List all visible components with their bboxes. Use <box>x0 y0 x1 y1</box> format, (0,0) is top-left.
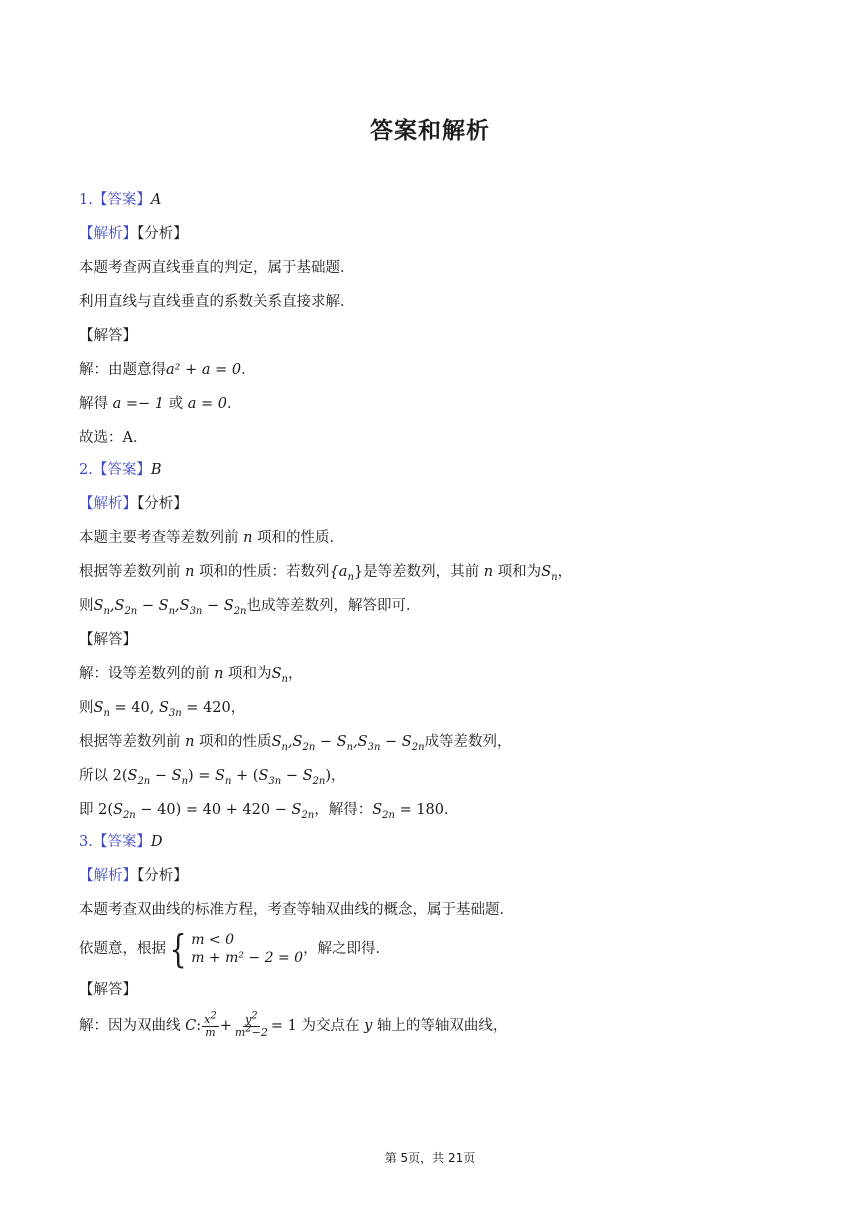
q2-sol5: 即 $2(S_{2n} - 40) = 40 + 420 - S_{2n}$，解得：$S_{2n} = 180$． <box>79 802 459 821</box>
q1-sol1-math: a² + a = 0 <box>166 362 242 378</box>
q1-sol2-post: ． <box>226 396 242 412</box>
q2-text1-post: 项和的性质． <box>252 530 345 546</box>
q2-text1-n: n <box>243 530 253 546</box>
q1-analysis-head: 【解析】 <box>79 226 137 242</box>
q2-sol4-pre: 所以 <box>79 768 113 784</box>
q1-sol2-pre: 解得 <box>79 396 113 412</box>
q1-sol1-pre: 解：由题意得 <box>79 362 166 378</box>
q1-text1: 本题考查两直线垂直的判定，属于基础题． <box>79 260 355 276</box>
q3-sol1-pre: 解：因为双曲线 <box>79 1018 186 1034</box>
q2-sol2-eq2: = 420 <box>181 700 231 716</box>
system-row-2: m + m² − 2 = 0 <box>191 950 304 966</box>
q1-sol1 <box>79 360 256 380</box>
q1-sol2-math1: a =− 1 <box>112 396 164 412</box>
q2-text3: 则$S_n,S_{2n} - S_n,S_{3n} - S_{2n}$也成等差数列，解答即可． <box>79 598 421 617</box>
q1-sol2-mid: 或 <box>164 396 188 412</box>
q1-answer-line <box>79 190 161 210</box>
q2-text1-pre: 本题主要考查等差数列前 <box>79 530 244 546</box>
q2-sol5-mid: ，解得： <box>314 802 373 818</box>
q2-sol1-post: ， <box>287 666 303 682</box>
q3-sol1-mid: 为交点在 <box>296 1018 365 1034</box>
system-row-1: m < 0 <box>191 932 235 948</box>
q2-text2-seq: {a <box>329 564 348 580</box>
q2-sol5-post: = 180． <box>394 802 459 818</box>
q3-analysis-line <box>79 866 188 886</box>
q2-sol2-pre: 则 <box>79 700 94 716</box>
q3-text1: 本题考查双曲线的标准方程，考查等轴双曲线的概念，属于基础题． <box>79 902 514 918</box>
q2-sol2-post: ， <box>230 700 246 716</box>
q2-sol1: 解：设等差数列的前 n 项和为$S_n$， <box>79 666 303 685</box>
q2-sol2: 则$S_n = 40$, $S_{3n} = 420$， <box>79 700 246 719</box>
q1-analysis-line <box>79 224 188 244</box>
q1-sol2-math2: a = 0 <box>187 396 227 412</box>
q3-text2-pre: 依题意，根据 <box>79 941 166 957</box>
q2-text1 <box>79 528 344 548</box>
q1-answer-value: A <box>150 192 162 208</box>
q3-analysis-head: 【解析】 <box>79 868 137 884</box>
q2-text2-post: ， <box>557 564 573 580</box>
q1-sol1-post: ． <box>241 362 256 378</box>
q3-answer-value: D <box>150 834 163 850</box>
q1-solve-head: 【解答】 <box>79 328 137 344</box>
q2-text2-mid2: }是等差数列，其前 <box>353 564 484 580</box>
q2-text2-pre: 根据等差数列前 <box>79 564 186 580</box>
q3-answer-line <box>79 832 162 852</box>
q2-analysis-line <box>79 494 188 514</box>
q2-sol2-eq1: = 40, <box>109 700 159 716</box>
page-title: 答案和解析 <box>370 118 490 144</box>
q3-sol1-post: 轴上的等轴双曲线， <box>372 1018 508 1034</box>
q2-text2-n: n <box>185 564 195 580</box>
q2-sol4: 所以 $2(S_{2n} - S_n) = S_n + (S_{3n} - S_{2n})$， <box>79 768 346 787</box>
q2-sol1-pre: 解：设等差数列的前 <box>79 666 215 682</box>
q1-answer-head: 1.【答案】 <box>79 192 151 208</box>
q2-sol1-mid: 项和为 <box>223 666 272 682</box>
q2-sol4-post: ， <box>331 768 346 784</box>
q2-answer-line <box>79 460 162 480</box>
q2-text3-post: 也成等差数列，解答即可． <box>246 598 421 614</box>
q2-sol3-post: 成等差数列， <box>424 734 512 750</box>
q2-sol5-pre: 即 <box>79 802 99 818</box>
q2-sol3-pre: 根据等差数列前 <box>79 734 186 750</box>
q2-answer-value: B <box>150 462 162 478</box>
q3-text2-post: ，解之即得． <box>303 941 391 957</box>
q1-text2: 利用直线与直线垂直的系数关系直接求解． <box>79 294 355 310</box>
q1-sol2 <box>79 394 241 414</box>
q3-analysis-sub: 【分析】 <box>137 868 188 884</box>
page-footer: 第 5页，共 21页 <box>384 1151 476 1165</box>
q2-text2: 根据等差数列前 n 项和的性质：若数列$\{a_n\}$是等差数列，其前 n 项和为$S_n$， <box>79 564 573 583</box>
q2-analysis-sub: 【分析】 <box>137 496 188 512</box>
q3-solve-head: 【解答】 <box>79 982 137 998</box>
q2-sol3-mid: 项和的性质 <box>194 734 272 750</box>
equation-system: { m < 0 m + m² − 2 = 0 <box>169 927 304 971</box>
q2-text2-mid3: 项和为 <box>493 564 542 580</box>
q3-sol1-y: y <box>364 1018 373 1034</box>
q3-text2 <box>79 927 391 971</box>
fraction-y: $\frac{y^2}{m^2-2}$ <box>234 1009 268 1039</box>
q3-sol1: 解：因为双曲线 C: $\frac{x^2}{m}$ + $\frac{y^2}{m^2-2}$ = 1 为交点在 y 轴上的等轴双曲线， <box>79 1009 508 1039</box>
q2-text2-seq-sub: n <box>347 571 354 583</box>
q2-answer-head: 2.【答案】 <box>79 462 151 478</box>
q2-sol3: 根据等差数列前 n 项和的性质$S_n,S_{2n} - S_n,S_{3n} - S_{2n}$成等差数列， <box>79 734 512 753</box>
q2-text2-mid1: 项和的性质：若数列 <box>194 564 330 580</box>
q2-solve-head: 【解答】 <box>79 632 137 648</box>
q2-text2-n2: n <box>483 564 494 580</box>
fraction-x: $\frac{x^2}{m}$ <box>204 1009 217 1039</box>
q2-text3-pre: 则 <box>79 598 94 614</box>
q3-answer-head: 3.【答案】 <box>79 834 151 850</box>
q2-analysis-head: 【解析】 <box>79 496 137 512</box>
q1-sol3: 故选：A． <box>79 430 148 446</box>
q1-analysis-sub: 【分析】 <box>137 226 188 242</box>
